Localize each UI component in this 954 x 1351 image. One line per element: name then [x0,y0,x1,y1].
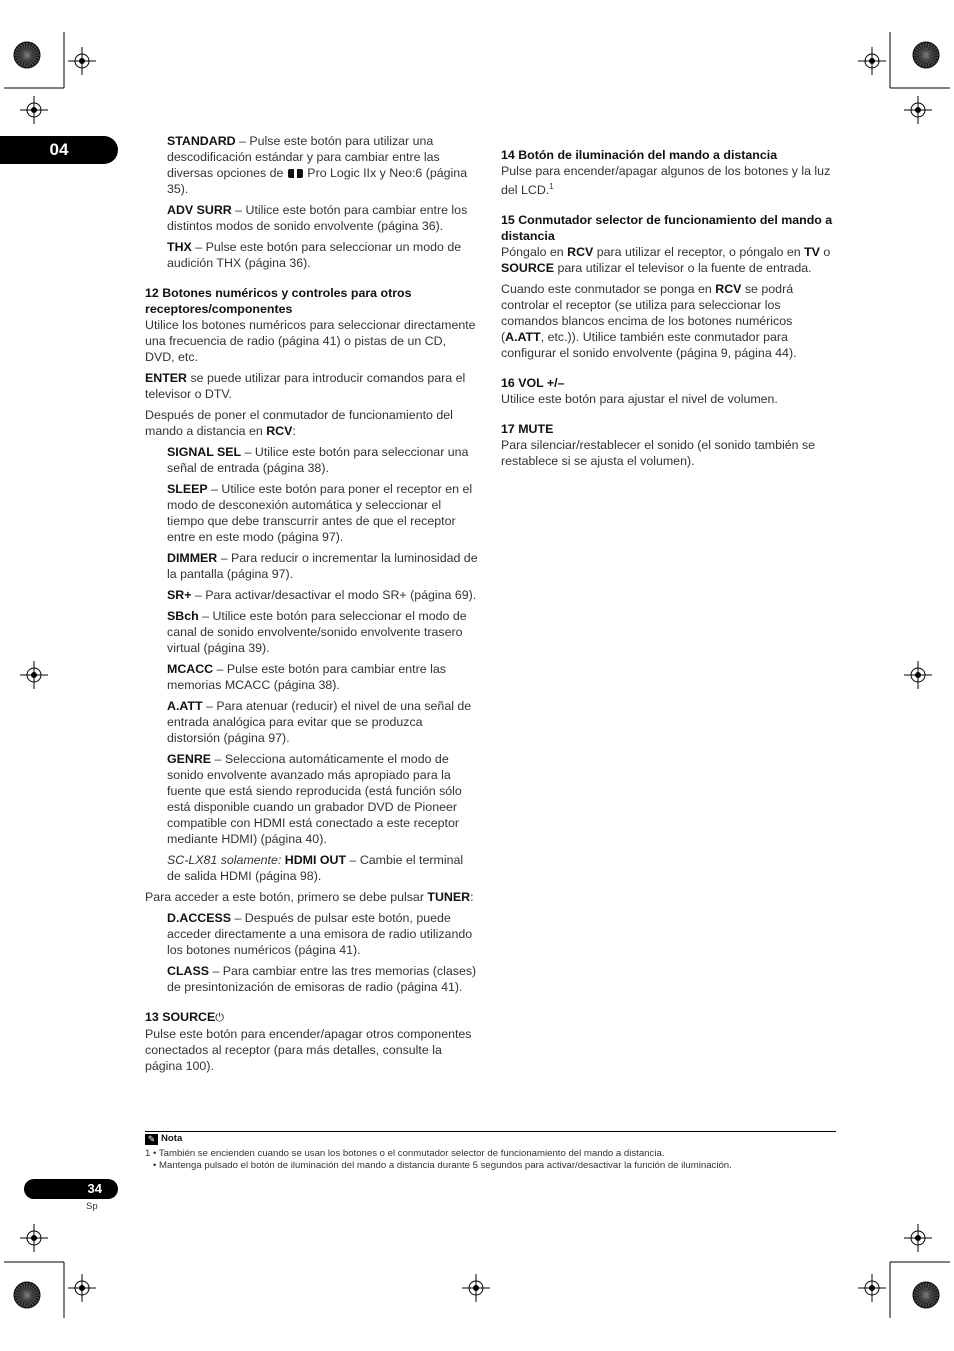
bold-term: RCV [567,245,594,260]
heading-text: 15 Conmutador selector de funcionamiento del mando a distancia [501,213,833,244]
right-heading-2 [501,212,837,244]
body-text: – Después de pulsar este botón, puede acceder directamente a una emisora de radio utilizando los botones numéricos (página 41). [167,911,473,957]
body-text: , etc.)). Utilice también este conmutador para configurar el sonido envolvente (página 9, página 44). [501,330,797,361]
registration-mark [870,59,875,64]
left-paragraph-4 [145,317,479,365]
body-text: – Para atenuar (reducir) el nivel de una señal de entrada analógica para evitar que se produzca distorsión (página 97). [167,699,472,745]
heading-text: 12 Botones numéricos y controles para otros receptores/componentes [145,286,412,316]
body-text: Para silenciar/restablecer el sonido (el sonido también se restablece si se ajusta el volumen). [501,438,816,469]
left-paragraph-17 [145,910,479,958]
body-text: – Pulse este botón para seleccionar un modo de audición THX (página 36). [167,240,462,270]
body-text: – Para reducir o incrementar la luminosidad de la pantalla (página 97). [167,551,478,581]
body-text: – Utilice este botón para seleccionar el modo de canal de sonido envolvente/sonido envolvente trasero virtual (página 39). [167,609,467,655]
registration-mark [916,1236,921,1241]
bold-term: DIMMER [167,551,218,565]
body-text: Utilice los botones numéricos para seleccionar directamente una frecuencia de radio (página 41) o pistas de un CD, DVD, etc. [145,318,476,364]
chapter-number: 04 [49,140,69,159]
body-text: : [470,890,474,904]
left-heading-3 [145,285,479,317]
dolby-logo-inner [294,169,297,178]
left-paragraph-1 [145,202,479,234]
registration-mark [80,59,85,64]
registration-mark [32,108,37,113]
body-text: – Pulse este botón para utilizar una descodificación estándar y para cambiar entre las diversas opciones de [167,134,440,180]
body-text: Para acceder a este botón, primero se debe pulsar [145,890,428,904]
bold-term: D.ACCESS [167,911,232,925]
left-paragraph-20 [145,1026,479,1074]
bold-term: ENTER [145,371,187,385]
bold-term: SR+ [167,588,192,602]
body-text: – Para cambiar entre las tres memorias (clases) de presintonización de emisoras de radio (página 41). [167,964,477,994]
right-heading-7 [501,421,837,437]
body-text: Pulse este botón para encender/apagar otros componentes conectados al receptor (para más detalles, consulte la página 100). [145,1027,472,1073]
dolby-logo-icon [288,169,303,178]
body-text: – Selecciona automáticamente el modo de sonido envolvente avanzado más apropiado para la fuente que está siendo reproducida (está función sólo está disponible cuando un grabador DVD de Pioneer compatible con HDMI está conectado a este receptor mediante HDMI) (página 40). [167,752,462,846]
bold-term: SBch [167,609,199,623]
page-number-tab [24,1179,118,1199]
left-paragraph-0 [145,133,479,197]
left-paragraph-8 [145,481,479,545]
body-text: – Utilice este botón para poner el receptor en el modo de desconexión automática y seleccionar el tiempo que debe transcurrir antes de que el receptor entre en este modo (página 97). [167,482,473,544]
left-heading-19 [145,1009,479,1026]
bold-term: MCACC [167,662,214,676]
left-paragraph-6 [145,407,479,439]
body-text: se puede utilizar para introducir comandos para el televisor o DTV. [145,371,466,401]
bold-term: RCV [715,282,742,297]
italic-prefix: SC-LX81 solamente: [167,853,285,867]
body-text: para utilizar el receptor, o póngalo en [593,245,805,260]
bold-term: GENRE [167,752,212,766]
body-text: Pulse para encender/apagar algunos de los botones y la luz del LCD. [501,164,831,198]
registration-mark [32,673,37,678]
right-heading-5 [501,375,837,391]
body-text: para utilizar el televisor o la fuente de entrada. [554,261,812,276]
bold-term: HDMI OUT [284,853,347,867]
body-text: – Cambie el terminal de salida HDMI (página 98). [167,853,464,883]
registration-mark [916,673,921,678]
body-text: se podrá controlar el receptor (se utiliza para seleccionar los comandos blancos encima de los botones numéricos ( [501,282,794,345]
bold-term: SIGNAL SEL [167,445,242,459]
left-paragraph-15 [145,852,479,884]
left-paragraph-13 [145,698,479,746]
body-text: Pro Logic IIx y Neo:6 (página 35). [167,166,468,196]
registration-mark [80,1286,85,1291]
bold-term: SOURCE [501,261,555,276]
bold-term: SLEEP [167,482,208,496]
right-paragraph-1 [501,163,837,198]
heading-text: 14 Botón de iluminación del mando a distancia [501,148,778,162]
bold-term: A.ATT [505,330,541,345]
right-paragraph-6 [501,391,837,407]
left-paragraph-14 [145,751,479,847]
bold-term: CLASS [167,964,209,978]
heading-text: 17 MUTE [501,422,554,437]
right-paragraph-8 [501,437,837,469]
footnote-2: • Mantenga pulsado el botón de iluminación del mando a distancia durante 5 segundos para activar/desactivar la función de iluminación. [145,1160,732,1171]
bold-term: ADV SURR [167,203,232,217]
body-text: – Utilice este botón para seleccionar una señal de entrada (página 38). [167,445,469,475]
left-paragraph-7 [145,444,479,476]
registration-mark [870,1286,875,1291]
left-paragraph-18 [145,963,479,995]
body-text: Después de poner el conmutador de funcionamiento del mando a distancia en [145,408,453,438]
left-paragraph-16 [145,889,479,905]
body-text: Póngalo en [501,245,568,260]
bold-term: TUNER [427,890,471,904]
left-column [145,133,479,1079]
left-paragraph-11 [145,608,479,656]
right-column [501,133,837,474]
chapter-tab [0,136,118,164]
note-section [145,1133,845,1172]
left-paragraph-2 [145,239,479,271]
bold-term: THX [167,240,192,254]
power-icon: ⏻ [215,1012,224,1024]
registration-mark [474,1286,479,1291]
left-paragraph-10 [145,587,479,603]
right-paragraph-4 [501,281,837,361]
left-paragraph-5 [145,370,479,402]
body-text: – Para activar/desactivar el modo SR+ (página 69). [191,588,477,602]
body-text: : [292,424,296,438]
body-text: Cuando este conmutador se ponga en [501,282,716,297]
registration-mark [916,108,921,113]
heading-text: 13 SOURCE [145,1010,216,1024]
bold-term: TV [804,245,820,260]
body-text: – Pulse este botón para cambiar entre las memorias MCACC (página 38). [167,662,446,692]
bold-term: A.ATT [167,699,203,713]
page-number: 34 [87,1181,102,1196]
body-text: Utilice este botón para ajustar el nivel de volumen. [501,392,778,407]
right-paragraph-3 [501,244,837,276]
body-text: o [819,245,831,260]
note-icon: ✎ [145,1134,158,1145]
right-heading-0 [501,147,837,163]
note-label: Nota [161,1133,183,1144]
footnote-1: 1 • También se encienden cuando se usan los botones o el conmutador selector de funcionamiento del mando a distancia. [145,1148,665,1159]
heading-text: 16 VOL +/– [501,376,565,391]
bold-term: RCV [266,424,293,438]
body-text: – Utilice este botón para cambiar entre los distintos modos de sonido envolvente (página 36). [167,203,468,233]
left-paragraph-12 [145,661,479,693]
registration-mark [32,1236,37,1241]
bold-term: STANDARD [167,134,236,148]
footnote-ref: 1 [549,182,554,191]
note-rule [145,1131,836,1132]
language-code: Sp [86,1201,98,1212]
left-paragraph-9 [145,550,479,582]
